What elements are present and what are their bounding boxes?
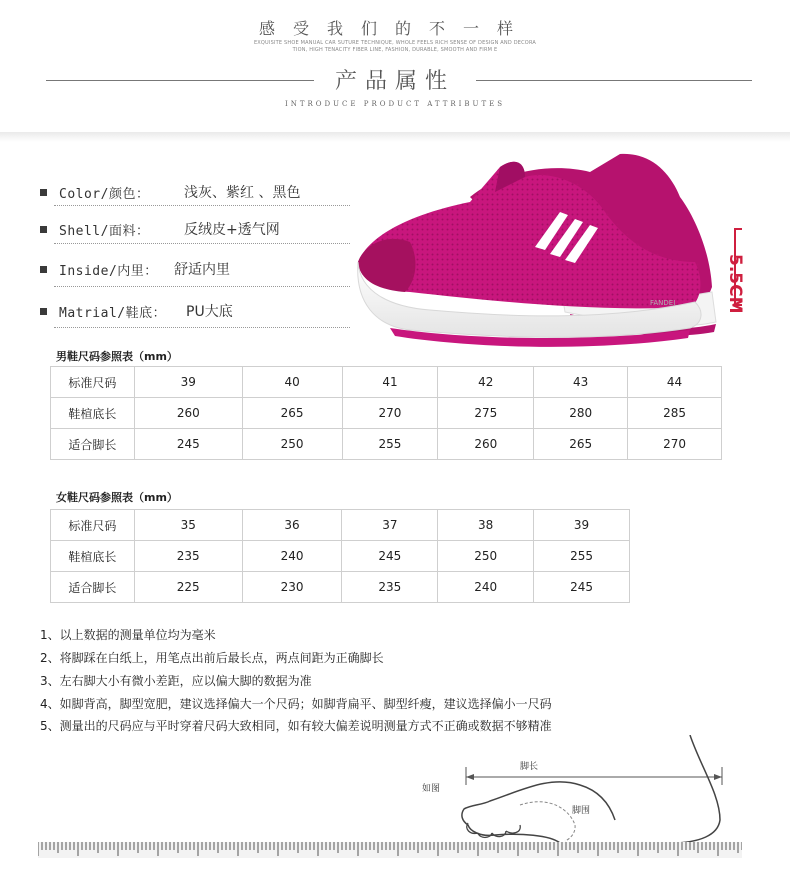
table-cell: 40 (242, 367, 342, 398)
table-cell: 270 (628, 429, 722, 460)
bullet-square-icon (40, 189, 47, 196)
table-cell: 260 (134, 398, 242, 429)
women-size-table-title: 女鞋尺码参照表（mm） (56, 491, 178, 504)
bullet-square-icon (40, 226, 47, 233)
table-cell: 240 (242, 541, 342, 572)
women-size-table (50, 509, 630, 603)
table-cell: 适合脚长 (51, 429, 135, 460)
table-row (51, 429, 722, 460)
table-row (51, 541, 630, 572)
table-cell: 38 (438, 510, 534, 541)
attribute-divider (54, 205, 350, 206)
table-cell: 255 (342, 429, 438, 460)
table-cell: 275 (438, 398, 534, 429)
men-size-table-title: 男鞋尺码参照表（mm） (56, 350, 178, 363)
table-cell: 250 (438, 541, 534, 572)
table-row (51, 510, 630, 541)
note-item: 3、左右脚大小有微小差距，应以偏大脚的数据为准 (40, 674, 312, 688)
header (0, 0, 790, 135)
shoe-image (350, 142, 728, 356)
table-row (51, 572, 630, 603)
table-cell: 265 (534, 429, 628, 460)
table-cell: 适合脚长 (51, 572, 135, 603)
table-cell: 270 (342, 398, 438, 429)
table-cell: 37 (342, 510, 438, 541)
table-cell: 标准尺码 (51, 367, 135, 398)
table-cell: 41 (342, 367, 438, 398)
attribute-value: 浅灰、紫红 、黑色 (184, 185, 301, 201)
attribute-shell (40, 219, 280, 239)
attribute-divider (54, 286, 350, 287)
table-cell: 255 (534, 541, 630, 572)
section-subtitle: INTRODUCE PRODUCT ATTRIBUTES (284, 100, 506, 108)
foot-length-label: 脚长 (520, 762, 539, 772)
bullet-square-icon (40, 308, 47, 315)
table-cell: 235 (134, 541, 242, 572)
header-subtitle-line1: EXQUISITE SHOE MANUAL CAR SUTURE TECHNIQUE, WHOLE FEELS RICH SENSE OF DESIGN AND DECORA (253, 40, 537, 46)
attribute-label: Shell/面料： (59, 223, 150, 239)
note-item: 2、将脚踩在白纸上，用笔点出前后最长点，两点间距为正确脚长 (40, 651, 384, 665)
table-cell: 35 (134, 510, 242, 541)
table-cell: 280 (534, 398, 628, 429)
table-cell: 245 (342, 541, 438, 572)
table-cell: 285 (628, 398, 722, 429)
bullet-square-icon (40, 266, 47, 273)
table-cell: 39 (134, 367, 242, 398)
attribute-label: Inside/内里： (59, 263, 158, 279)
attribute-divider (54, 243, 350, 244)
table-cell: 230 (242, 572, 342, 603)
attribute-value: 反绒皮+透气网 (184, 222, 280, 238)
attribute-value: PU大底 (186, 304, 233, 320)
section-title: 产品属性 (334, 69, 455, 94)
table-cell: 42 (438, 367, 534, 398)
ruler (38, 838, 742, 862)
heel-height-label: 5.5CM (725, 254, 745, 314)
attribute-inside (40, 259, 230, 279)
table-cell: 36 (242, 510, 342, 541)
table-cell: 225 (134, 572, 242, 603)
table-cell: 标准尺码 (51, 510, 135, 541)
attribute-divider (54, 327, 350, 328)
header-subtitle-line2: TION, HIGH TENACITY FIBER LINE, FASHION, DURABLE, SMOOTH AND FIRM E (292, 47, 498, 53)
table-cell: 245 (534, 572, 630, 603)
shoe-brand-text: FANDEI (650, 299, 676, 307)
table-row (51, 367, 722, 398)
table-cell: 鞋楦底长 (51, 398, 135, 429)
attribute-sole (40, 301, 233, 321)
table-cell: 39 (534, 510, 630, 541)
table-row (51, 398, 722, 429)
foot-outline-label: 脚围 (572, 806, 591, 816)
table-cell: 鞋楦底长 (51, 541, 135, 572)
table-cell: 235 (342, 572, 438, 603)
foot-diagram (400, 735, 745, 845)
table-cell: 265 (242, 398, 342, 429)
attribute-label: Matrial/鞋底： (59, 305, 167, 321)
note-item: 4、如脚背高，脚型宽肥，建议选择偏大一个尺码；如脚背扁平、脚型纤瘦，建议选择偏小一尺码 (40, 697, 552, 711)
header-title: 感受我们的不一样 (258, 19, 531, 38)
table-cell: 43 (534, 367, 628, 398)
note-item: 1、以上数据的测量单位均为毫米 (40, 628, 216, 642)
table-cell: 245 (134, 429, 242, 460)
table-cell: 44 (628, 367, 722, 398)
header-shadow (0, 132, 790, 142)
table-cell: 250 (242, 429, 342, 460)
table-cell: 240 (438, 572, 534, 603)
table-cell: 260 (438, 429, 534, 460)
men-size-table (50, 366, 722, 460)
foot-view-label: 如图 (422, 784, 441, 794)
note-item: 5、测量出的尺码应与平时穿着尺码大致相同，如有较大偏差说明测量方式不正确或数据不够精准 (40, 719, 552, 733)
attribute-label: Color/颜色： (59, 186, 150, 202)
attribute-value: 舒适内里 (174, 262, 230, 278)
attribute-color (40, 182, 301, 202)
